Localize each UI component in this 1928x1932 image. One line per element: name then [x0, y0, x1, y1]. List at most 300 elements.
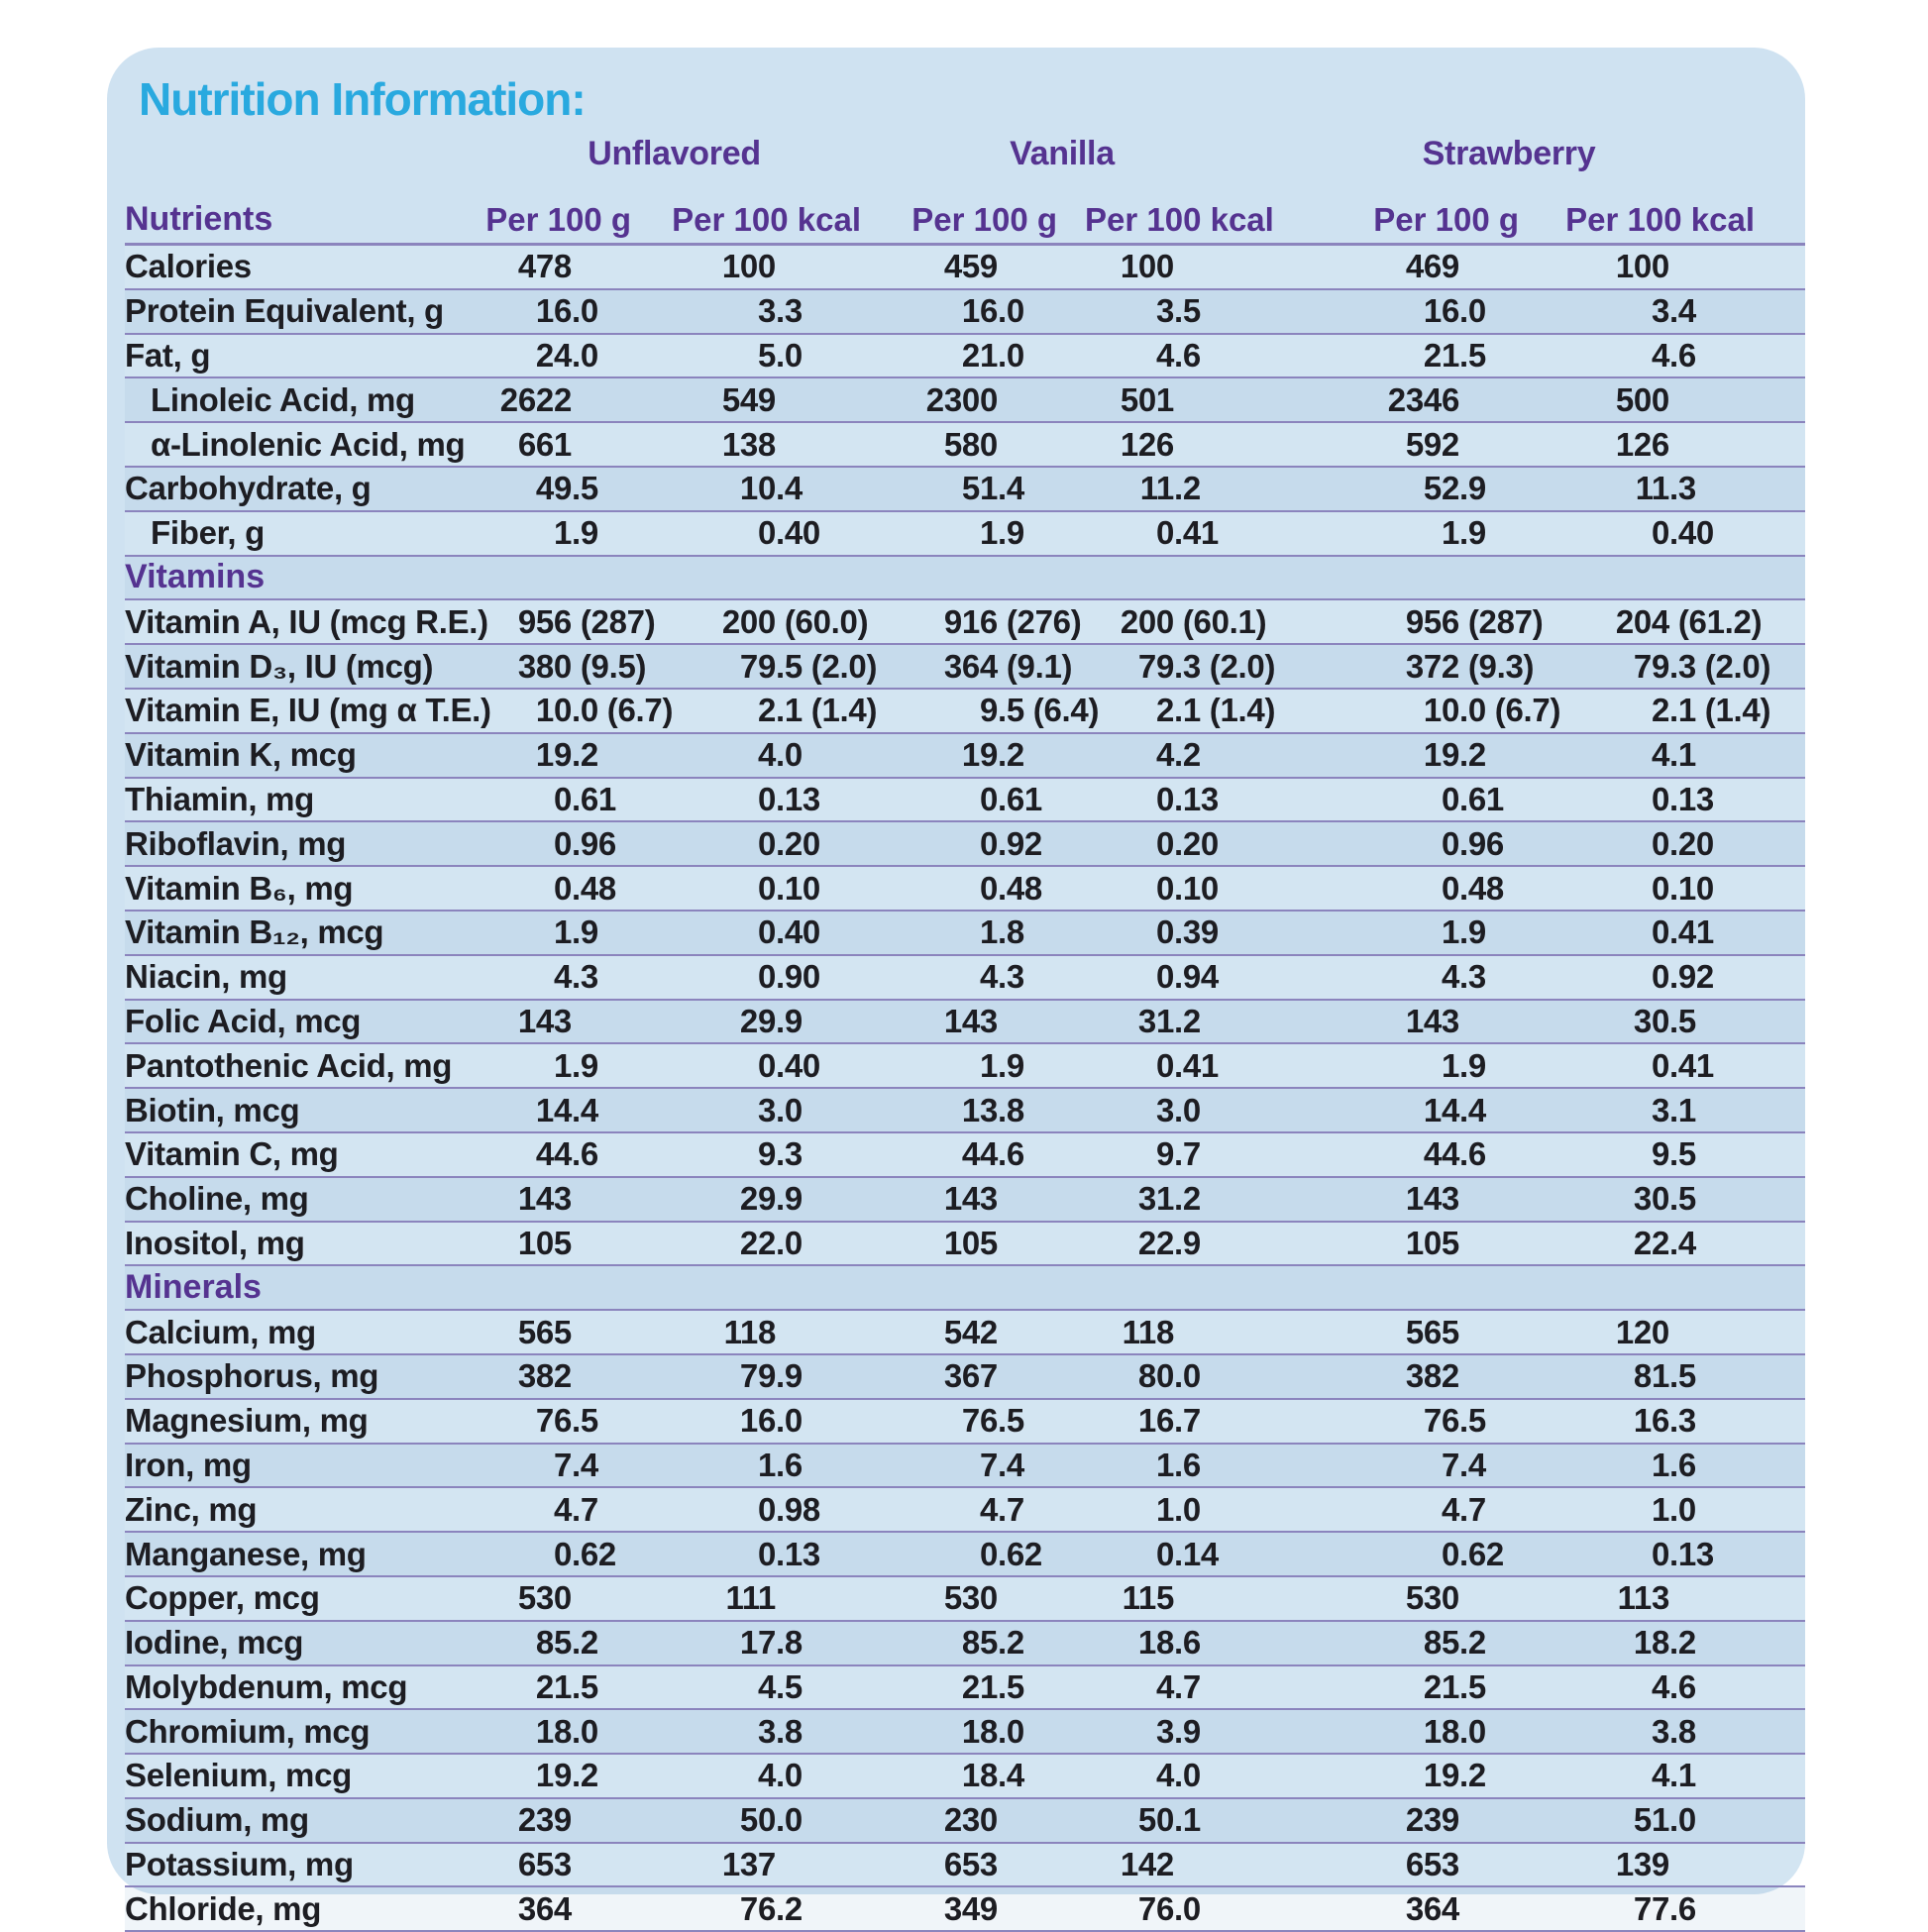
- value-cell: 3 .0: [757, 1091, 803, 1128]
- value-cell: 52 .9: [1423, 470, 1486, 507]
- table-row: [125, 690, 1805, 734]
- value-cell: 5 .0: [757, 336, 803, 374]
- table-row: [125, 1887, 1805, 1932]
- value-cell: 7 .4: [553, 1446, 598, 1483]
- value-cell: 478: [517, 248, 572, 285]
- value-cell: 142: [1120, 1846, 1174, 1883]
- value-cell: 1 .9: [979, 514, 1024, 552]
- value-cell: 76 .2: [739, 1889, 803, 1927]
- nutrition-panel: [107, 48, 1805, 1927]
- value-cell: 7 .4: [1441, 1446, 1486, 1483]
- value-cell: 16 .0: [961, 292, 1024, 330]
- value-cell: 349: [943, 1889, 998, 1927]
- nutrient-label: Vitamin C, mg: [125, 1135, 339, 1173]
- table-row: [125, 1533, 1805, 1577]
- value-cell: 21 .0: [961, 336, 1024, 374]
- value-cell: 0 .48: [553, 869, 616, 907]
- nutrient-label: Calcium, mg: [125, 1313, 316, 1350]
- column-header-row: [125, 173, 1805, 246]
- value-cell: 382: [517, 1357, 572, 1395]
- table-row: [125, 1666, 1805, 1711]
- value-cell: 31 .2: [1137, 1002, 1201, 1039]
- flavor-header-vanilla: Vanilla: [1010, 135, 1115, 172]
- value-cell: 1 .6: [1651, 1446, 1696, 1483]
- value-cell: 22 .0: [739, 1224, 803, 1261]
- value-cell: 0 .20: [757, 824, 820, 862]
- value-cell: 79 .5 (2.0): [739, 647, 878, 685]
- value-cell: 0 .62: [979, 1535, 1042, 1572]
- value-cell: 29 .9: [739, 1180, 803, 1218]
- table-row: [125, 246, 1805, 290]
- value-cell: 44 .6: [1423, 1135, 1486, 1173]
- value-cell: 85 .2: [535, 1624, 598, 1662]
- table-row: [125, 1044, 1805, 1089]
- value-cell: 0 .48: [1441, 869, 1504, 907]
- value-cell: 661: [517, 425, 572, 463]
- table-row: [125, 1355, 1805, 1400]
- table-row: [125, 779, 1805, 823]
- value-cell: 200 (60.0): [721, 602, 869, 640]
- nutrient-label: Vitamin B₆, mg: [125, 869, 354, 907]
- value-cell: 565: [517, 1313, 572, 1350]
- value-cell: 1 .0: [1651, 1490, 1696, 1528]
- value-cell: 2622: [499, 380, 572, 418]
- nutrient-label: Pantothenic Acid, mg: [125, 1046, 453, 1084]
- value-cell: 956 (287): [1405, 602, 1544, 640]
- table-row: [125, 912, 1805, 956]
- value-cell: 19 .2: [535, 1757, 598, 1794]
- value-cell: 138: [721, 425, 776, 463]
- value-cell: 3 .1: [1651, 1091, 1696, 1128]
- nutrient-label: Chloride, mg: [125, 1889, 322, 1927]
- value-cell: 0 .61: [1441, 780, 1504, 817]
- nutrient-label: Niacin, mg: [125, 958, 287, 996]
- value-cell: 3 .5: [1155, 292, 1201, 330]
- value-cell: 79 .3 (2.0): [1137, 647, 1276, 685]
- value-cell: 2 .1 (1.4): [1155, 692, 1276, 729]
- section-label: Minerals: [125, 1268, 262, 1307]
- nutrition-table: [125, 126, 1805, 1932]
- value-cell: 21 .5: [961, 1667, 1024, 1705]
- value-cell: 2346: [1387, 380, 1459, 418]
- value-cell: 79 .9: [739, 1357, 803, 1395]
- value-cell: 0 .41: [1651, 913, 1714, 951]
- nutrient-label: Protein Equivalent, g: [125, 292, 444, 330]
- value-cell: 49 .5: [535, 470, 598, 507]
- value-cell: 137: [721, 1846, 776, 1883]
- page-title: Nutrition Information:: [139, 73, 586, 125]
- value-cell: 31 .2: [1137, 1180, 1201, 1218]
- value-cell: 50 .0: [739, 1801, 803, 1839]
- value-cell: 530: [943, 1579, 998, 1617]
- nutrient-label: Calories: [125, 248, 252, 285]
- value-cell: 19 .2: [1423, 1757, 1486, 1794]
- vanilla-per-100kcal-header: Per 100 kcal: [1085, 201, 1274, 238]
- value-cell: 51 .0: [1633, 1801, 1696, 1839]
- value-cell: 0 .41: [1651, 1046, 1714, 1084]
- value-cell: 916 (276): [943, 602, 1082, 640]
- value-cell: 9 .5 (6.4): [979, 692, 1100, 729]
- nutrients-column-header: Nutrients: [125, 200, 273, 238]
- table-row: [125, 1178, 1805, 1223]
- value-cell: 9 .7: [1155, 1135, 1201, 1173]
- value-cell: 30 .5: [1633, 1002, 1696, 1039]
- table-row: [125, 1311, 1805, 1355]
- value-cell: 76 .5: [961, 1402, 1024, 1440]
- table-row: [125, 423, 1805, 468]
- value-cell: 16 .3: [1633, 1402, 1696, 1440]
- value-cell: 2 .1 (1.4): [1651, 692, 1771, 729]
- value-cell: 18 .0: [961, 1712, 1024, 1750]
- value-cell: 653: [517, 1846, 572, 1883]
- value-cell: 126: [1120, 425, 1174, 463]
- nutrient-label: Biotin, mcg: [125, 1091, 300, 1128]
- value-cell: 230: [943, 1801, 998, 1839]
- value-cell: 501: [1120, 380, 1174, 418]
- value-cell: 16 .0: [1423, 292, 1486, 330]
- value-cell: 143: [517, 1002, 572, 1039]
- flavor-header-row: [125, 126, 1805, 173]
- value-cell: 364: [1405, 1889, 1459, 1927]
- table-row: [125, 822, 1805, 867]
- value-cell: 0 .10: [1155, 869, 1219, 907]
- value-cell: 469: [1405, 248, 1459, 285]
- value-cell: 76 .5: [1423, 1402, 1486, 1440]
- value-cell: 3 .4: [1651, 292, 1696, 330]
- value-cell: 0 .92: [979, 824, 1042, 862]
- value-cell: 0 .62: [553, 1535, 616, 1572]
- value-cell: 372 (9.3): [1405, 647, 1535, 685]
- value-cell: 143: [517, 1180, 572, 1218]
- value-cell: 4 .7: [979, 1490, 1024, 1528]
- value-cell: 143: [943, 1180, 998, 1218]
- flavor-header-strawberry: Strawberry: [1422, 135, 1596, 172]
- value-cell: 3 .8: [757, 1712, 803, 1750]
- nutrient-label: Fat, g: [125, 336, 211, 374]
- strawberry-per-100kcal-header: Per 100 kcal: [1565, 201, 1755, 238]
- value-cell: 0 .13: [757, 780, 820, 817]
- value-cell: 100: [1615, 248, 1669, 285]
- table-row: [125, 1001, 1805, 1045]
- value-cell: 0 .13: [1651, 780, 1714, 817]
- value-cell: 0 .40: [757, 514, 820, 552]
- value-cell: 4 .6: [1651, 336, 1696, 374]
- value-cell: 143: [1405, 1180, 1459, 1218]
- value-cell: 22 .9: [1137, 1224, 1201, 1261]
- value-cell: 1 .0: [1155, 1490, 1201, 1528]
- unflavored-per-100kcal-header: Per 100 kcal: [672, 201, 861, 238]
- value-cell: 18 .4: [961, 1757, 1024, 1794]
- nutrient-label: Vitamin B₁₂, mcg: [125, 913, 384, 951]
- value-cell: 0 .14: [1155, 1535, 1219, 1572]
- table-row: [125, 1577, 1805, 1622]
- value-cell: 4 .7: [1441, 1490, 1486, 1528]
- value-cell: 1 .9: [979, 1046, 1024, 1084]
- table-row: [125, 335, 1805, 379]
- section-header-row: [125, 1266, 1805, 1311]
- value-cell: 1 .6: [757, 1446, 803, 1483]
- value-cell: 21 .5: [1423, 336, 1486, 374]
- nutrient-label: Linoleic Acid, mg: [151, 380, 415, 418]
- value-cell: 0 .48: [979, 869, 1042, 907]
- table-row: [125, 867, 1805, 912]
- value-cell: 204 (61.2): [1615, 602, 1763, 640]
- nutrient-label: Iodine, mcg: [125, 1624, 304, 1662]
- value-cell: 81 .5: [1633, 1357, 1696, 1395]
- value-cell: 50 .1: [1137, 1801, 1201, 1839]
- value-cell: 0 .13: [1651, 1535, 1714, 1572]
- nutrient-label: Molybdenum, mcg: [125, 1667, 408, 1705]
- value-cell: 10 .4: [739, 470, 803, 507]
- value-cell: 4 .3: [553, 958, 598, 996]
- nutrient-label: Folic Acid, mcg: [125, 1002, 362, 1039]
- nutrient-label: Iron, mg: [125, 1446, 252, 1483]
- nutrient-label: Potassium, mg: [125, 1846, 354, 1883]
- nutrient-label: Zinc, mg: [125, 1490, 258, 1528]
- value-cell: 19 .2: [961, 736, 1024, 774]
- value-cell: 9 .3: [757, 1135, 803, 1173]
- table-row: [125, 1133, 1805, 1178]
- table-row: [125, 956, 1805, 1001]
- strawberry-per-100g-header: Per 100 g: [1373, 201, 1519, 238]
- section-header-row: [125, 557, 1805, 601]
- nutrient-label: α-Linolenic Acid, mg: [151, 425, 466, 463]
- value-cell: 85 .2: [961, 1624, 1024, 1662]
- value-cell: 19 .2: [535, 736, 598, 774]
- table-row: [125, 1622, 1805, 1666]
- table-row: [125, 512, 1805, 557]
- value-cell: 1 .6: [1155, 1446, 1201, 1483]
- value-cell: 0 .13: [757, 1535, 820, 1572]
- value-cell: 653: [943, 1846, 998, 1883]
- value-cell: 530: [1405, 1579, 1459, 1617]
- value-cell: 1 .9: [553, 913, 598, 951]
- table-row: [125, 378, 1805, 423]
- value-cell: 14 .4: [1423, 1091, 1486, 1128]
- value-cell: 364 (9.1): [943, 647, 1073, 685]
- value-cell: 118: [1122, 1313, 1174, 1350]
- value-cell: 115: [1122, 1579, 1174, 1617]
- value-cell: 80 .0: [1137, 1357, 1201, 1395]
- value-cell: 0 .20: [1651, 824, 1714, 862]
- value-cell: 4 .3: [1441, 958, 1486, 996]
- value-cell: 16 .0: [535, 292, 598, 330]
- value-cell: 10 .0 (6.7): [535, 692, 674, 729]
- value-cell: 0 .40: [1651, 514, 1714, 552]
- nutrient-label: Fiber, g: [151, 514, 265, 552]
- value-cell: 17 .8: [739, 1624, 803, 1662]
- value-cell: 139: [1615, 1846, 1669, 1883]
- value-cell: 653: [1405, 1846, 1459, 1883]
- value-cell: 530: [517, 1579, 572, 1617]
- value-cell: 105: [517, 1224, 572, 1261]
- value-cell: 0 .61: [553, 780, 616, 817]
- value-cell: 18 .2: [1633, 1624, 1696, 1662]
- value-cell: 21 .5: [535, 1667, 598, 1705]
- value-cell: 14 .4: [535, 1091, 598, 1128]
- value-cell: 0 .96: [1441, 824, 1504, 862]
- table-row: [125, 734, 1805, 779]
- value-cell: 105: [943, 1224, 998, 1261]
- value-cell: 16 .0: [739, 1402, 803, 1440]
- value-cell: 380 (9.5): [517, 647, 647, 685]
- nutrient-label: Vitamin K, mcg: [125, 736, 357, 774]
- value-cell: 4 .1: [1651, 736, 1696, 774]
- value-cell: 364: [517, 1889, 572, 1927]
- nutrient-label: Magnesium, mg: [125, 1402, 369, 1440]
- value-cell: 10 .0 (6.7): [1423, 692, 1561, 729]
- value-cell: 76 .0: [1137, 1889, 1201, 1927]
- value-cell: 4 .7: [553, 1490, 598, 1528]
- value-cell: 367: [943, 1357, 998, 1395]
- value-cell: 382: [1405, 1357, 1459, 1395]
- value-cell: 459: [943, 248, 998, 285]
- value-cell: 4 .3: [979, 958, 1024, 996]
- value-cell: 4 .7: [1155, 1667, 1201, 1705]
- value-cell: 3 .0: [1155, 1091, 1201, 1128]
- value-cell: 0 .10: [757, 869, 820, 907]
- value-cell: 4 .2: [1155, 736, 1201, 774]
- nutrient-label: Vitamin A, IU (mcg R.E.): [125, 602, 488, 640]
- nutrient-label: Chromium, mcg: [125, 1712, 371, 1750]
- value-cell: 4 .1: [1651, 1757, 1696, 1794]
- value-cell: 592: [1405, 425, 1459, 463]
- value-cell: 0 .98: [757, 1490, 820, 1528]
- nutrient-label: Carbohydrate, g: [125, 470, 372, 507]
- value-cell: 18 .0: [535, 1712, 598, 1750]
- value-cell: 21 .5: [1423, 1667, 1486, 1705]
- value-cell: 3 .9: [1155, 1712, 1201, 1750]
- value-cell: 0 .92: [1651, 958, 1714, 996]
- value-cell: 4 .5: [757, 1667, 803, 1705]
- table-body: [125, 246, 1805, 1932]
- value-cell: 118: [723, 1313, 776, 1350]
- table-row: [125, 1799, 1805, 1844]
- value-cell: 24 .0: [535, 336, 598, 374]
- value-cell: 16 .7: [1137, 1402, 1201, 1440]
- unflavored-per-100g-header: Per 100 g: [485, 201, 631, 238]
- value-cell: 0 .41: [1155, 514, 1219, 552]
- value-cell: 542: [943, 1313, 998, 1350]
- table-row: [125, 1089, 1805, 1133]
- value-cell: 0 .90: [757, 958, 820, 996]
- value-cell: 0 .20: [1155, 824, 1219, 862]
- table-row: [125, 1844, 1805, 1888]
- table-row: [125, 600, 1805, 645]
- nutrient-label: Vitamin D₃, IU (mcg): [125, 647, 434, 685]
- table-row: [125, 1223, 1805, 1267]
- value-cell: 0 .61: [979, 780, 1042, 817]
- value-cell: 44 .6: [961, 1135, 1024, 1173]
- table-row: [125, 1710, 1805, 1755]
- table-row: [125, 1445, 1805, 1489]
- value-cell: 200 (60.1): [1120, 602, 1267, 640]
- value-cell: 11 .3: [1635, 470, 1696, 507]
- value-cell: 76 .5: [535, 1402, 598, 1440]
- value-cell: 1 .8: [979, 913, 1024, 951]
- value-cell: 565: [1405, 1313, 1459, 1350]
- value-cell: 0 .94: [1155, 958, 1219, 996]
- value-cell: 4 .0: [1155, 1757, 1201, 1794]
- value-cell: 4 .0: [757, 1757, 803, 1794]
- value-cell: 3 .8: [1651, 1712, 1696, 1750]
- value-cell: 0 .13: [1155, 780, 1219, 817]
- value-cell: 19 .2: [1423, 736, 1486, 774]
- table-row: [125, 645, 1805, 690]
- value-cell: 4 .0: [757, 736, 803, 774]
- value-cell: 111: [725, 1579, 776, 1617]
- value-cell: 105: [1405, 1224, 1459, 1261]
- value-cell: 1 .9: [1441, 913, 1486, 951]
- table-row: [125, 1488, 1805, 1533]
- value-cell: 51 .4: [961, 470, 1024, 507]
- nutrient-label: Vitamin E, IU (mg α T.E.): [125, 692, 491, 729]
- value-cell: 100: [1120, 248, 1174, 285]
- value-cell: 500: [1615, 380, 1669, 418]
- value-cell: 4 .6: [1651, 1667, 1696, 1705]
- value-cell: 0 .62: [1441, 1535, 1504, 1572]
- value-cell: 7 .4: [979, 1446, 1024, 1483]
- section-label: Vitamins: [125, 558, 266, 596]
- value-cell: 79 .3 (2.0): [1633, 647, 1771, 685]
- value-cell: 0 .40: [757, 913, 820, 951]
- value-cell: 956 (287): [517, 602, 656, 640]
- value-cell: 30 .5: [1633, 1180, 1696, 1218]
- value-cell: 0 .40: [757, 1046, 820, 1084]
- value-cell: 0 .96: [553, 824, 616, 862]
- vanilla-per-100g-header: Per 100 g: [911, 201, 1057, 238]
- table-row: [125, 1400, 1805, 1445]
- value-cell: 3 .3: [757, 292, 803, 330]
- table-row: [125, 468, 1805, 512]
- nutrient-label: Phosphorus, mg: [125, 1357, 379, 1395]
- value-cell: 77 .6: [1633, 1889, 1696, 1927]
- value-cell: 11 .2: [1139, 470, 1201, 507]
- value-cell: 239: [517, 1801, 572, 1839]
- value-cell: 0 .39: [1155, 913, 1219, 951]
- value-cell: 1 .9: [553, 1046, 598, 1084]
- value-cell: 143: [943, 1002, 998, 1039]
- value-cell: 85 .2: [1423, 1624, 1486, 1662]
- value-cell: 0 .41: [1155, 1046, 1219, 1084]
- value-cell: 113: [1617, 1579, 1669, 1617]
- value-cell: 0 .10: [1651, 869, 1714, 907]
- nutrient-label: Thiamin, mg: [125, 780, 315, 817]
- value-cell: 4 .6: [1155, 336, 1201, 374]
- value-cell: 29 .9: [739, 1002, 803, 1039]
- nutrient-label: Sodium, mg: [125, 1801, 309, 1839]
- nutrient-label: Inositol, mg: [125, 1224, 305, 1261]
- value-cell: 44 .6: [535, 1135, 598, 1173]
- nutrient-label: Manganese, mg: [125, 1535, 367, 1572]
- value-cell: 100: [721, 248, 776, 285]
- value-cell: 143: [1405, 1002, 1459, 1039]
- value-cell: 549: [721, 380, 776, 418]
- value-cell: 2300: [925, 380, 998, 418]
- value-cell: 18 .0: [1423, 1712, 1486, 1750]
- value-cell: 18 .6: [1137, 1624, 1201, 1662]
- table-row: [125, 290, 1805, 335]
- nutrient-label: Riboflavin, mg: [125, 824, 347, 862]
- value-cell: 1 .9: [553, 514, 598, 552]
- value-cell: 13 .8: [961, 1091, 1024, 1128]
- value-cell: 2 .1 (1.4): [757, 692, 878, 729]
- nutrient-label: Copper, mcg: [125, 1579, 320, 1617]
- value-cell: 120: [1615, 1313, 1669, 1350]
- value-cell: 239: [1405, 1801, 1459, 1839]
- value-cell: 22 .4: [1633, 1224, 1696, 1261]
- value-cell: 1 .9: [1441, 514, 1486, 552]
